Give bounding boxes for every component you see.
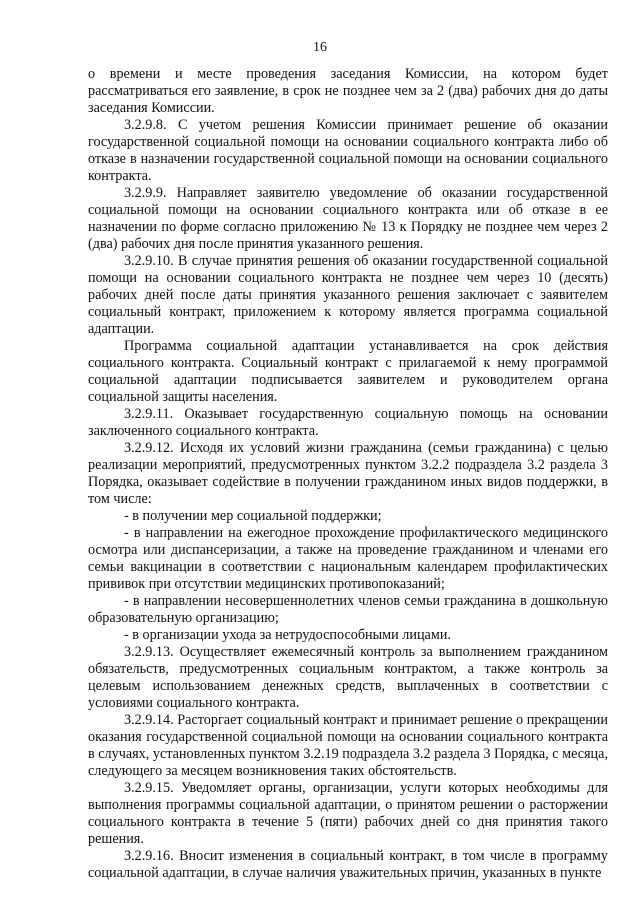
paragraph-3-2-9-11: 3.2.9.11. Оказывает государственную социальную помощь на основании заключенного социального контракта. — [88, 406, 608, 439]
paragraph-3-2-9-10: 3.2.9.10. В случае принятия решения об оказании государственной социальной помощи на основании социального контракта не позднее чем через 10 (десять) рабочих дней после даты принятия указанного решения заключает с заявителем социальный контракт, приложением к которому является программа социальной адаптации. — [88, 253, 608, 337]
paragraph-3-2-9-9: 3.2.9.9. Направляет заявителю уведомление об оказании государственной социальной помощи на основании социального контракта или об отказе в ее назначении по форме согласно приложению № 13 к Порядку не позднее чем через 2 (два) рабочих дня после принятия указанного решения. — [88, 185, 608, 252]
document-body — [88, 66, 608, 882]
paragraph-3-2-9-14: 3.2.9.14. Расторгает социальный контракт и принимает решение о прекращении оказания государственной социальной помощи на основании социального контракта в случаях, установленных пунктом 3.2.19 подраздела 3.2 раздела 3 Порядка, с месяца, следующего за месяцем возникновения таких обстоятельств. — [88, 712, 608, 779]
paragraph-adaptation-program: Программа социальной адаптации устанавливается на срок действия социального контракта. Социальный контракт с прилагаемой к нему программой социальной адаптации подписывается заявителем и руководителем органа социальной защиты населения. — [88, 338, 608, 405]
paragraph-3-2-9-8: 3.2.9.8. С учетом решения Комиссии принимает решение об оказании государственной социальной помощи на основании социального контракта либо об отказе в назначении государственной социальной помощи на основании социального контракта. — [88, 117, 608, 184]
list-item-care: - в организации ухода за нетрудоспособными лицами. — [124, 627, 451, 643]
paragraph-3-2-9-15: 3.2.9.15. Уведомляет органы, организации, услуги которых необходимы для выполнения программы социальной адаптации, о принятом решении о расторжении социального контракта в течение 5 (пяти) рабочих дней со дня принятия такого решения. — [88, 780, 608, 847]
paragraph-3-2-9-12: 3.2.9.12. Исходя их условий жизни гражданина (семьи гражданина) с целью реализации мероприятий, предусмотренных пунктом 3.2.2 подраздела 3.2 раздела 3 Порядка, оказывает содействие в получении гражданином иных видов поддержки, в том числе: — [88, 440, 608, 507]
page-number: 16 — [313, 40, 327, 55]
list-item-preschool: - в направлении несовершеннолетних членов семьи гражданина в дошкольную образовательную организацию; — [88, 593, 608, 626]
paragraph-continuation: о времени и месте проведения заседания Комиссии, на котором будет рассматриваться его заявление, в срок не позднее чем за 2 (два) рабочих дня до даты заседания Комиссии. — [88, 66, 608, 116]
paragraph-3-2-9-13: 3.2.9.13. Осуществляет ежемесячный контроль за выполнением гражданином обязательств, предусмотренных социальным контрактом, а также контроль за целевым использованием денежных средств, выплаченных в соответствии с условиями социального контракта. — [88, 644, 608, 711]
list-item-medical-exam: - в направлении на ежегодное прохождение профилактического медицинского осмотра или диспансеризации, а также на проведение гражданином и членами его семьи вакцинации в соответствии с национальным календарем профилактических прививок при отсутствии медицинских противопоказаний; — [88, 525, 608, 592]
paragraph-3-2-9-16: 3.2.9.16. Вносит изменения в социальный контракт, в том числе в программу социальной адаптации, в случае наличия уважительных причин, указанных в пункте — [88, 848, 608, 881]
list-item-social-support: - в получении мер социальной поддержки; — [124, 508, 382, 524]
